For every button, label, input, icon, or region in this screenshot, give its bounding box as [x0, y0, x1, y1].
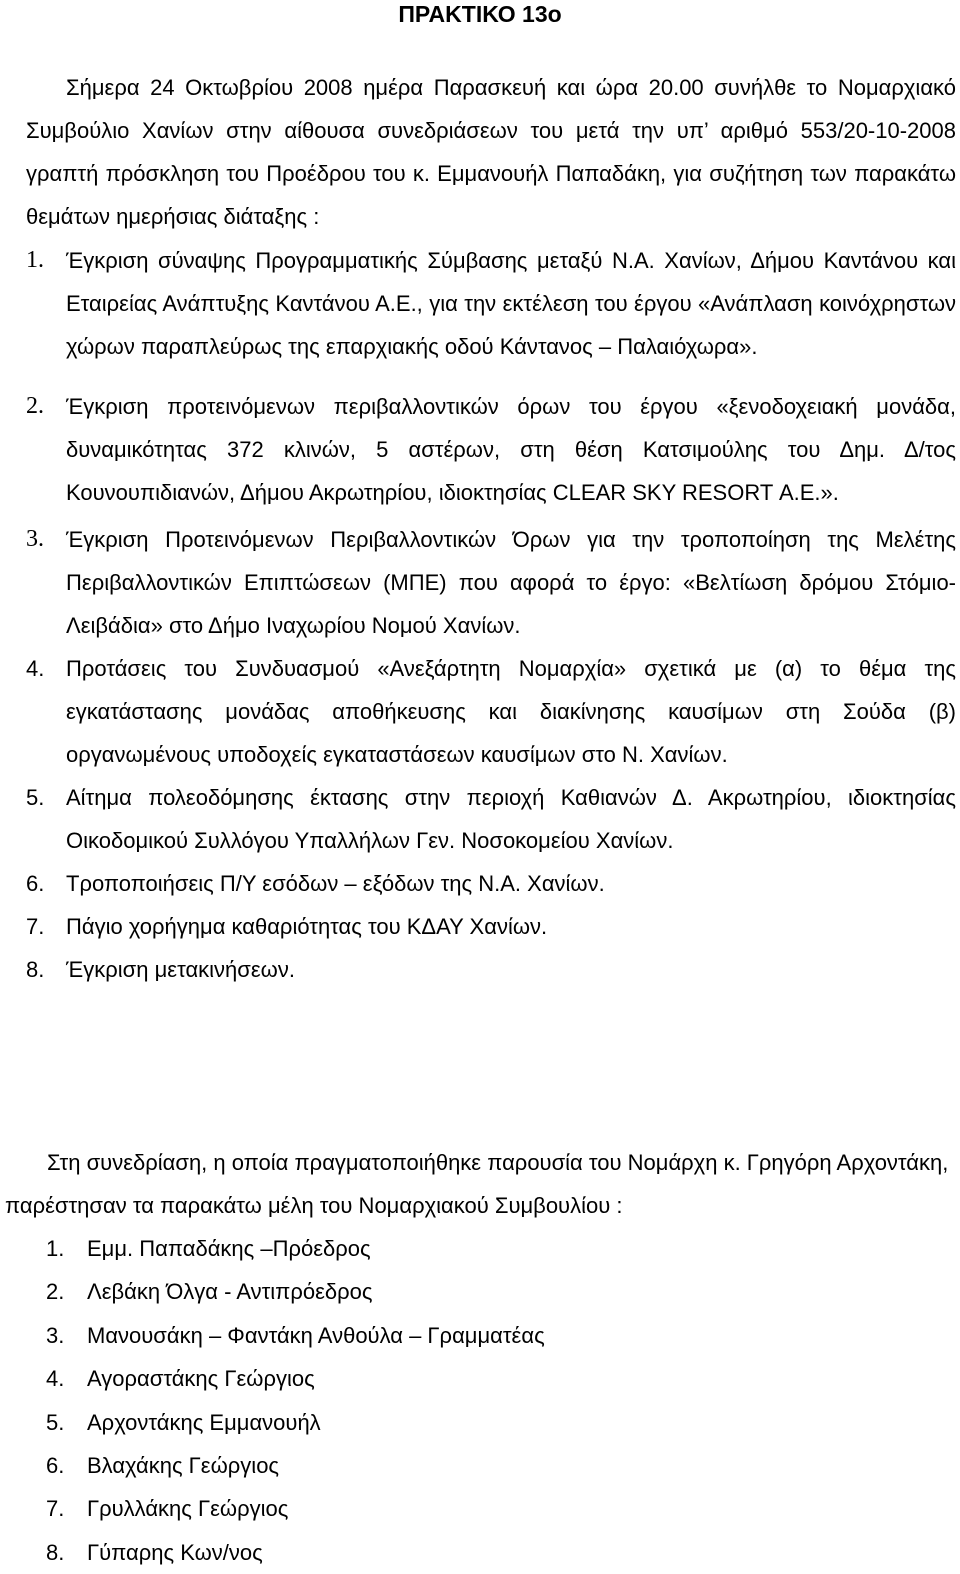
member-number: 4.: [46, 1366, 65, 1392]
member-name: Μανουσάκη – Φαντάκη Ανθούλα – Γραμματέας: [87, 1322, 545, 1348]
members-list: [46, 1227, 545, 1574]
agenda-item-text: Έγκριση προτεινόμενων περιβαλλοντικών όρων του έργου «ξενοδοχειακή μονάδα, δυναμικότητας 372 κλινών, 5 αστέρων, στη θέση Κατσιμούλης του Δημ. Δ/τος Κουνουπιδιανών, Δήμου Ακρωτηρίου, ιδιοκτησίας CLEAR SKY RESORT Α.Ε.».: [66, 394, 956, 505]
agenda-item: [26, 385, 956, 514]
member-item: [46, 1444, 545, 1487]
agenda-item-number: 4.: [26, 656, 45, 681]
agenda-item: [26, 862, 956, 905]
agenda-item-number: 6.: [26, 871, 45, 896]
agenda-item-text: Τροποποιήσεις Π/Υ εσόδων – εξόδων της Ν.Α. Χανίων.: [66, 871, 605, 896]
agenda-item-text: Πάγιο χορήγημα καθαριότητας του ΚΔΑΥ Χανίων.: [66, 914, 548, 939]
member-item: [46, 1227, 545, 1270]
member-number: 3.: [46, 1322, 65, 1348]
member-name: Γρυλλάκης Γεώργιος: [87, 1496, 289, 1522]
member-item: [46, 1314, 545, 1357]
member-number: 2.: [46, 1279, 65, 1305]
member-number: 8.: [46, 1539, 65, 1565]
member-item: [46, 1270, 545, 1313]
agenda-item-text: Προτάσεις του Συνδυασμού «Ανεξάρτητη Νομαρχία» σχετικά με (α) το θέμα της εγκατάστασης μονάδας αποθήκευσης και διακίνησης καυσίμων στη Σούδα (β) οργανωμένους υποδοχείς εγκαταστάσεων καυσίμων στο Ν. Χανίων.: [66, 656, 956, 767]
agenda-item: [26, 647, 956, 776]
agenda-item-number: 5.: [26, 785, 45, 810]
page-title: ΠΡΑΚΤΙΚΟ 13ο: [398, 1, 562, 27]
member-name: Βλαχάκης Γεώργιος: [87, 1453, 280, 1479]
agenda-item: [26, 948, 956, 991]
member-number: 5.: [46, 1409, 65, 1435]
agenda-item-number: 3.: [26, 526, 44, 552]
agenda-item-text: Έγκριση σύναψης Προγραμματικής Σύμβασης μεταξύ Ν.Α. Χανίων, Δήμου Καντάνου και Εταιρείας Ανάπτυξης Καντάνου Α.Ε., για την εκτέλεση του έργου «Ανάπλαση κοινόχρηστων χώρων παραπλεύρως της επαρχιακής οδού Κάντανος – Παλαιόχωρα».: [66, 248, 956, 359]
member-name: Αρχοντάκης Εμμανουήλ: [87, 1409, 321, 1435]
agenda-item-number: 1.: [26, 247, 44, 273]
member-number: 7.: [46, 1496, 65, 1522]
member-number: 1.: [46, 1236, 65, 1261]
agenda-item-number: 2.: [26, 393, 44, 419]
member-item: [46, 1487, 545, 1530]
agenda-item-number: 8.: [26, 957, 45, 982]
agenda-item: [26, 239, 956, 368]
member-name: Γύπαρης Κων/νος: [87, 1539, 263, 1565]
member-name: Εμμ. Παπαδάκης –Πρόεδρος: [87, 1236, 371, 1261]
agenda-item-text: Έγκριση Προτεινόμενων Περιβαλλοντικών Όρων για την τροποποίηση της Μελέτης Περιβαλλοντικών Επιπτώσεων (ΜΠΕ) που αφορά το έργο: «Βελτίωση δρόμου Στόμιο-Λειβάδια» στο Δήμο Ιναχωρίου Νομού Χανίων.: [66, 527, 956, 638]
agenda-item: [26, 905, 956, 948]
members-intro-paragraph: Στη συνεδρίαση, η οποία πραγματοποιήθηκε παρουσία του Νομάρχη κ. Γρηγόρη Αρχοντάκη, παρέστησαν τα παρακάτω μέλη του Νομαρχιακού Συμβουλίου :: [5, 1150, 949, 1218]
agenda-item-number: 7.: [26, 914, 45, 939]
member-name: Λεβάκη Όλγα - Αντιπρόεδρος: [87, 1279, 373, 1305]
agenda-item-text: Έγκριση μετακινήσεων.: [66, 957, 295, 982]
member-item: [46, 1401, 545, 1444]
agenda-list: [26, 239, 956, 991]
member-name: Αγοραστάκης Γεώργιος: [87, 1366, 315, 1392]
member-item: [46, 1357, 545, 1400]
agenda-item: [26, 518, 956, 647]
intro-paragraph: Σήμερα 24 Οκτωβρίου 2008 ημέρα Παρασκευή και ώρα 20.00 συνήλθε το Νομαρχιακό Συμβούλιο Χανίων στην αίθουσα συνεδριάσεων του μετά την υπ’ αριθμό 553/20-10-2008 γραπτή πρόσκληση του Προέδρου του κ. Εμμανουήλ Παπαδάκη, για συζήτηση των παρακάτω θεμάτων ημερήσιας διάταξης :: [26, 75, 956, 229]
agenda-item: [26, 776, 956, 862]
agenda-item-text: Αίτημα πολεοδόμησης έκτασης στην περιοχή Καθιανών Δ. Ακρωτηρίου, ιδιοκτησίας Οικοδομικού Συλλόγου Υπαλλήλων Γεν. Νοσοκομείου Χανίων.: [66, 785, 956, 853]
member-number: 6.: [46, 1453, 65, 1479]
